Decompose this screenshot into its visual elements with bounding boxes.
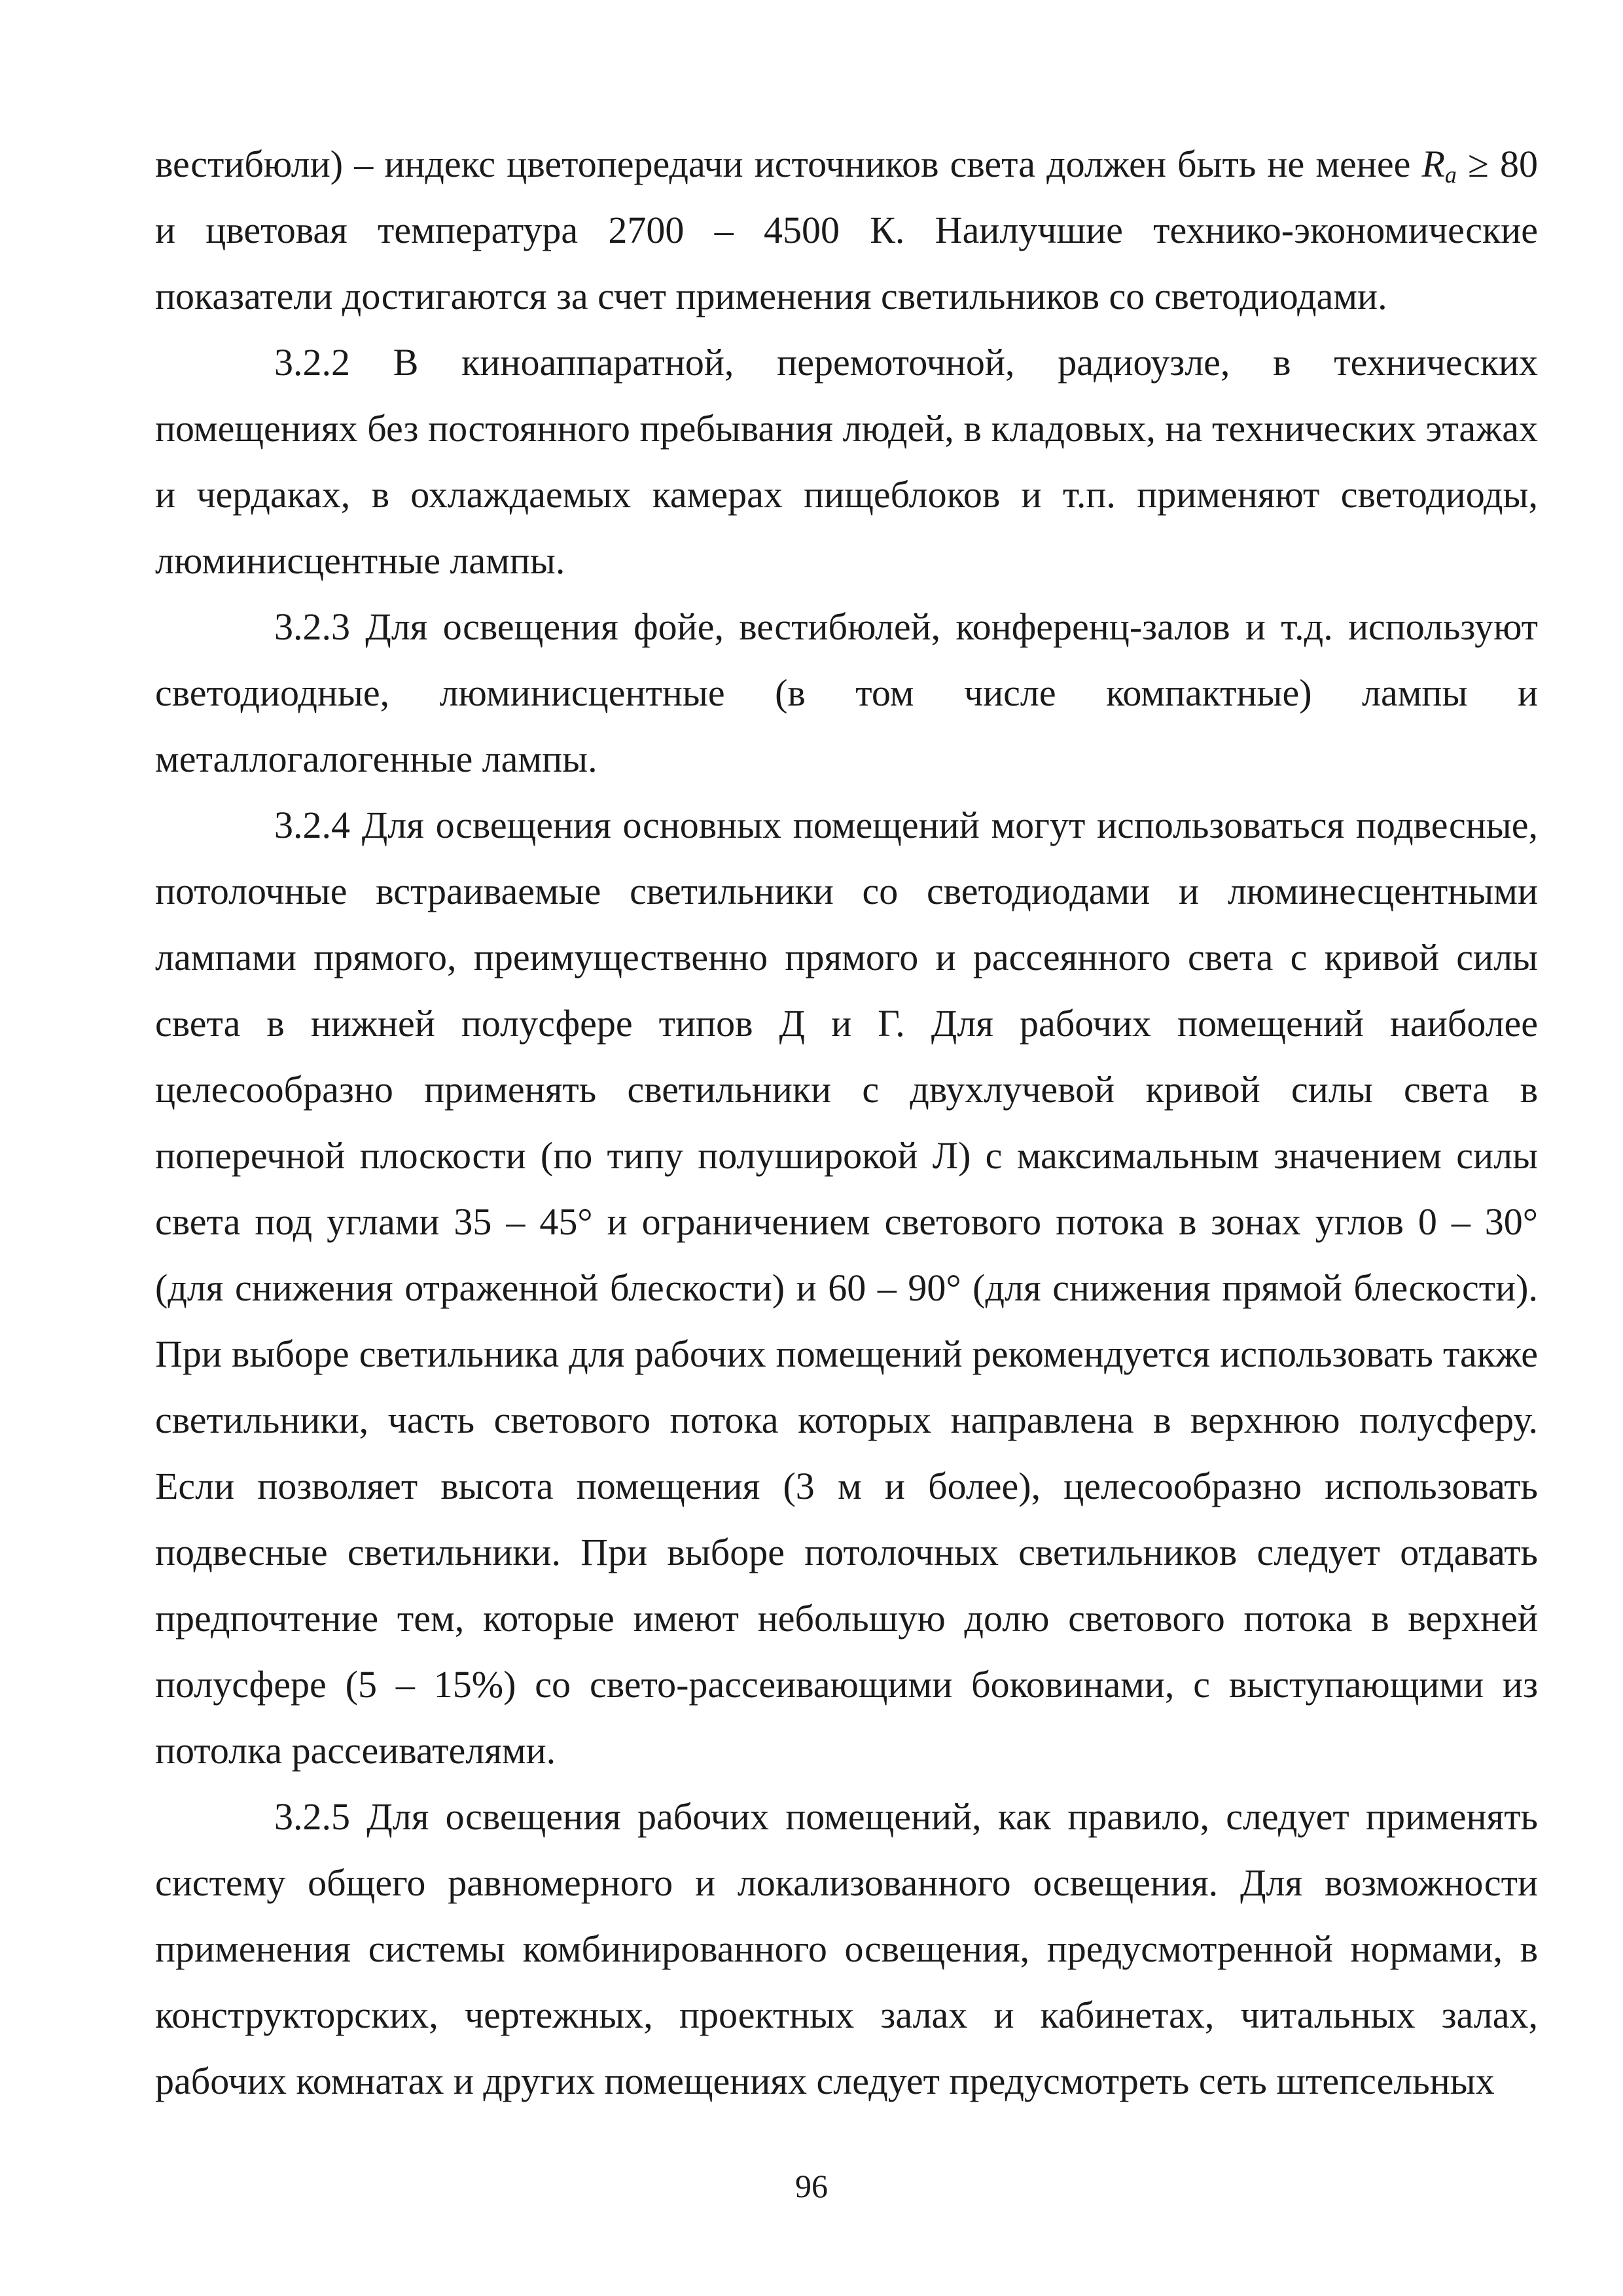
document-page — [155, 131, 1538, 2114]
paragraph-intro-continued — [155, 131, 1538, 329]
paragraph-3-2-4: 3.2.4 Для освещения основных помещений могут использоваться подвесные, потолочные встраиваемые светильники со светодиодами и люминесцентными лампами прямого, преимущественно прямого и рассеянного света с кривой силы света в нижней полусфере типов Д и Г. Для рабочих помещений наиболее целесообразно применять светильники с двухлучевой кривой силы света в поперечной плоскости (по типу полуширокой Л) с максимальным значением силы света под углами 35 – 45° и ограничением светового потока в зонах углов 0 – 30° (для снижения отраженной блескости) и 60 – 90° (для снижения прямой блескости). При выборе светильника для рабочих помещений рекомендуется использовать также светильники, часть светового потока которых направлена в верхнюю полусферу. Если позволяет высота помещения (3 м и более), целесообразно использовать подвесные светильники. При выборе потолочных светильников следует отдавать предпочтение тем, которые имеют небольшую долю светового потока в верхней полусфере (5 – 15%) со свето-рассеивающими боковинами, с выступающими из потолка рассеивателями. — [155, 804, 1538, 1772]
paragraph-3-2-2: 3.2.2 В киноаппаратной, перемоточной, радиоузле, в технических помещениях без постоянного пребывания людей, в кладовых, на технических этажах и чердаках, в охлаждаемых камерах пищеблоков и т.п. применяют светодиоды, люминисцентные лампы. — [155, 341, 1538, 582]
paragraph-3-2-5: 3.2.5 Для освещения рабочих помещений, как правило, следует применять систему общего равномерного и локализованного освещения. Для возможности применения системы комбинированного освещения, предусмотренной нормами, в конструкторских, чертежных, проектных залах и кабинетах, читальных залах, рабочих комнатах и других помещениях следует предусмотреть сеть штепсельных — [155, 1795, 1538, 2102]
paragraph-text-after-formula: ≥ 80 и цветовая температура 2700 – 4500 К. Наилучшие технико-экономические показатели достигаются за счет применения светильников со светодиодами. — [155, 143, 1538, 317]
ra-formula-symbol: $R_a$ — [1421, 143, 1457, 188]
page-number: 96 — [795, 2168, 828, 2204]
paragraph-3-2-3: 3.2.3 Для освещения фойе, вестибюлей, конференц-залов и т.д. используют светодиодные, люминисцентные (в том числе компактные) лампы и металлогалогенные лампы. — [155, 605, 1538, 780]
paragraph-text-before-formula: вестибюли) – индекс цветопередачи источников света должен быть не менее — [155, 143, 1422, 185]
